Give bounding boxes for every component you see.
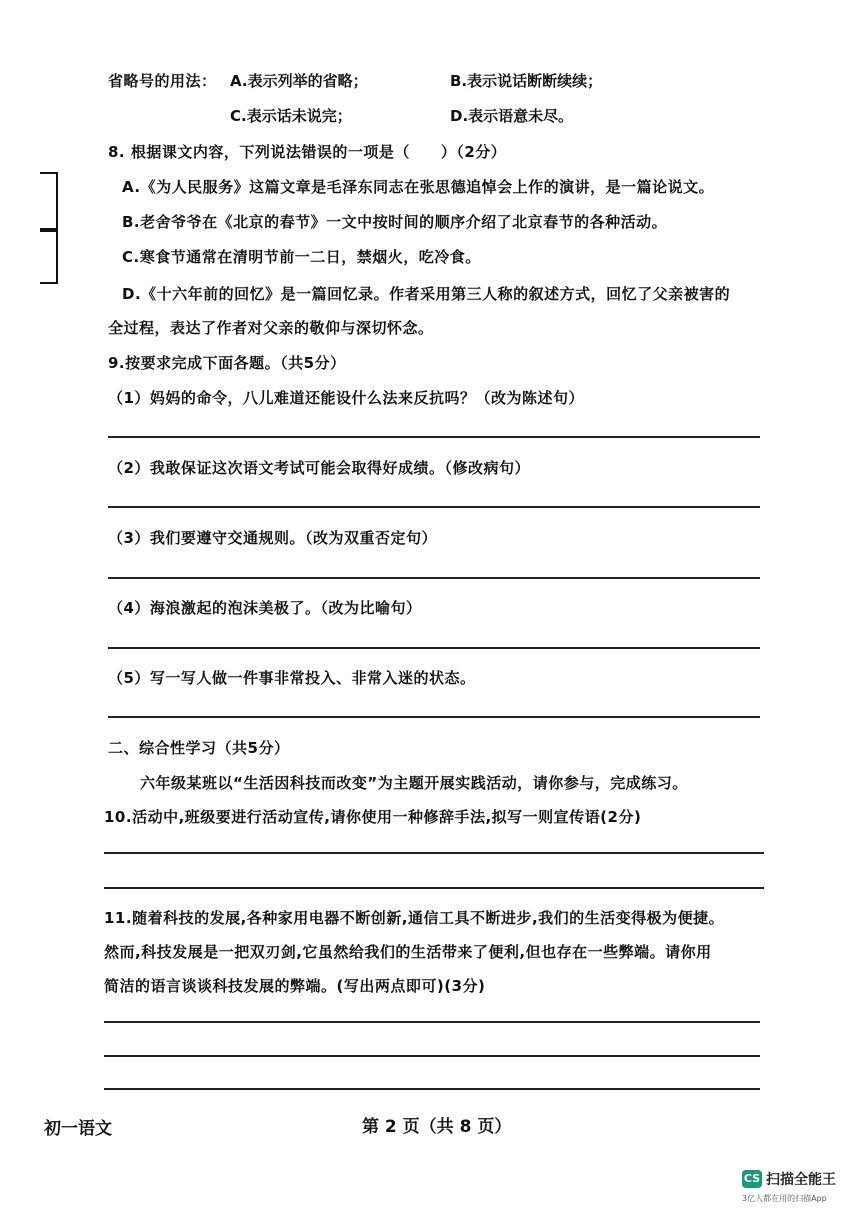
ellipsis-usage-label: 省略号的用法：	[108, 72, 217, 90]
ellipsis-option-a: A.表示列举的省略；	[230, 72, 368, 90]
q8-option-d-line2: 全过程，表达了作者对父亲的敬仰与深切怀念。	[108, 319, 434, 337]
q9-item-2: （2）我敢保证这次语文考试可能会取得好成绩。（修改病句）	[108, 459, 530, 477]
ellipsis-option-c: C.表示话未说完；	[230, 107, 352, 125]
q11-answer-line-3[interactable]	[104, 1088, 760, 1090]
scanner-logo-icon: CS	[742, 1170, 762, 1188]
q8-option-a: A.《为人民服务》这篇文章是毛泽东同志在张思德追悼会上作的演讲，是一篇论说文。	[122, 178, 715, 196]
q8-stem: 8. 根据课文内容，下列说法错误的一项是（ ）（2分）	[108, 143, 507, 161]
q11-line-2: 然而,科技发展是一把双刃剑,它虽然给我们的生活带来了便利,但也存在一些弊端。请你用	[104, 943, 712, 961]
q11-line-1: 11.随着科技的发展,各种家用电器不断创新,通信工具不断进步,我们的生活变得极为便捷。	[104, 909, 725, 927]
q11-line-3: 简洁的语言谈谈科技发展的弊端。(写出两点即可)(3分)	[104, 977, 486, 995]
q9-item-5: （5）写一写人做一件事非常投入、非常入迷的状态。	[108, 669, 476, 687]
section2-intro: 六年级某班以“生活因科技而改变”为主题开展实践活动，请你参与，完成练习。	[140, 774, 688, 792]
scanner-watermark-subtitle: 3亿人都在用的扫描App	[742, 1194, 827, 1203]
section2-title: 二、综合性学习（共5分）	[108, 739, 290, 757]
q10-answer-line-2[interactable]	[104, 887, 764, 889]
footer-page-number: 第 2 页（共 8 页）	[362, 1117, 512, 1137]
binding-bracket-lower	[40, 228, 58, 284]
q9-answer-line-2[interactable]	[108, 506, 760, 508]
q9-item-3: （3）我们要遵守交通规则。（改为双重否定句）	[108, 529, 437, 547]
q9-answer-line-3[interactable]	[108, 577, 760, 579]
q10-answer-line-1[interactable]	[104, 852, 764, 854]
q10-stem: 10.活动中,班级要进行活动宣传,请你使用一种修辞手法,拟写一则宣传语(2分)	[104, 808, 642, 826]
q9-stem: 9.按要求完成下面各题。（共5分）	[108, 354, 346, 372]
q11-answer-line-1[interactable]	[104, 1021, 760, 1023]
q8-option-d-line1: D.《十六年前的回忆》是一篇回忆录。作者采用第三人称的叙述方式，回忆了父亲被害的	[122, 285, 731, 303]
ellipsis-option-b: B.表示说话断断续续；	[450, 72, 603, 90]
scanner-watermark-title: 扫描全能王	[766, 1172, 836, 1188]
q9-item-1: （1）妈妈的命令，八儿难道还能设什么法来反抗吗？（改为陈述句）	[108, 389, 584, 407]
ellipsis-option-d: D.表示语意未尽。	[450, 107, 574, 125]
q9-item-4: （4）海浪激起的泡沫美极了。（改为比喻句）	[108, 599, 422, 617]
q11-answer-line-2[interactable]	[104, 1055, 760, 1057]
q9-answer-line-5[interactable]	[108, 716, 760, 718]
q8-option-c: C.寒食节通常在清明节前一二日，禁烟火，吃冷食。	[122, 248, 481, 266]
binding-bracket-upper	[40, 172, 58, 232]
footer-subject: 初一语文	[44, 1119, 112, 1139]
q9-answer-line-4[interactable]	[108, 647, 760, 649]
q9-answer-line-1[interactable]	[108, 436, 760, 438]
q8-option-b: B.老舍爷爷在《北京的春节》一文中按时间的顺序介绍了北京春节的各种活动。	[122, 213, 668, 231]
